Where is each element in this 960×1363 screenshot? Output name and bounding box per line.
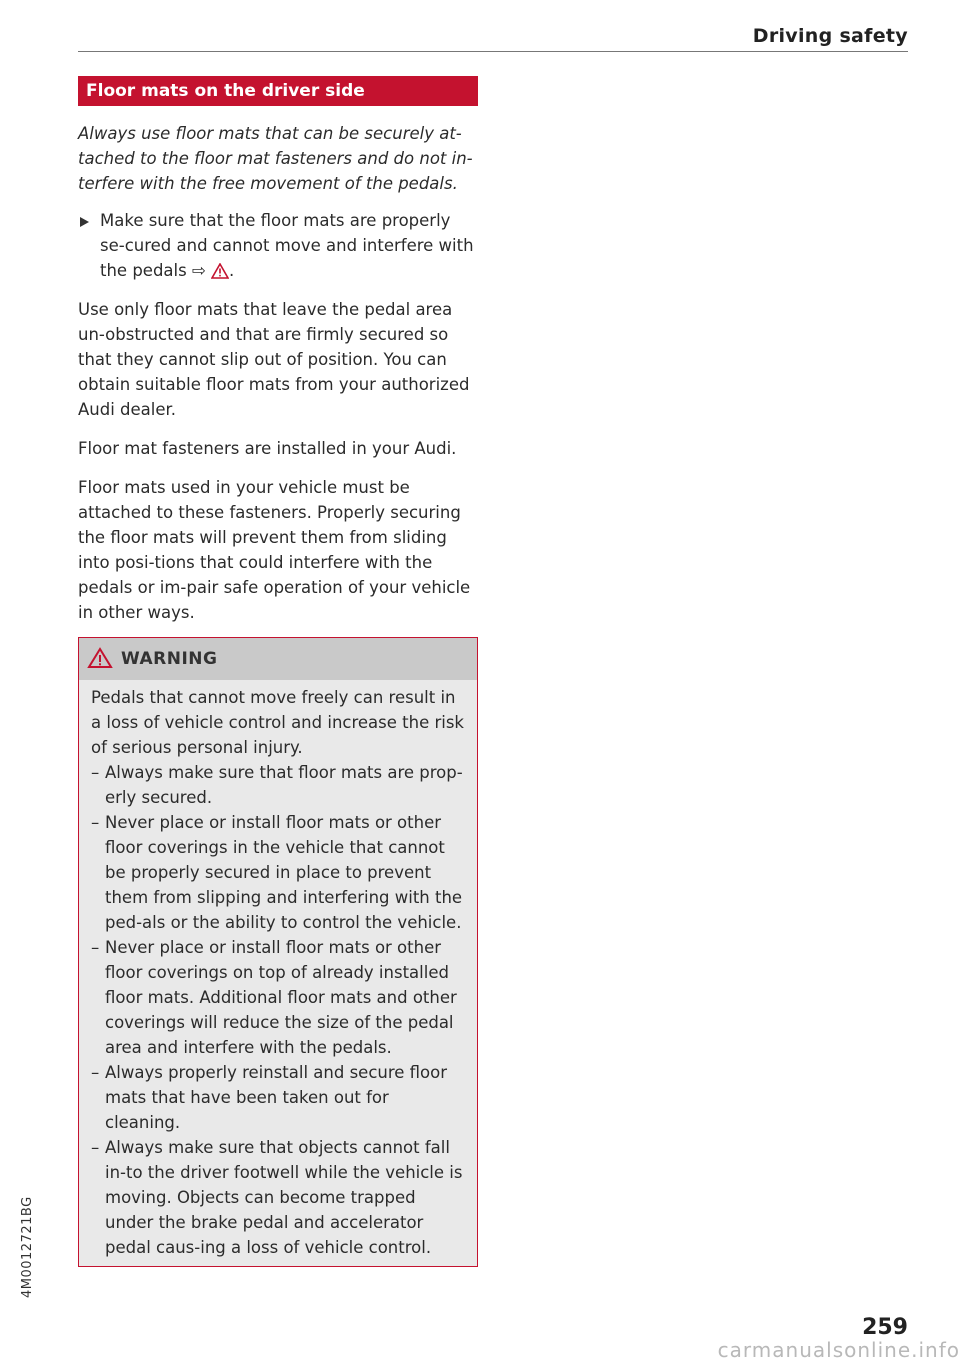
triangle-bullet-icon bbox=[80, 217, 89, 227]
dash-bullet: – bbox=[91, 1063, 100, 1082]
dash-bullet: – bbox=[91, 763, 100, 782]
header-divider bbox=[78, 51, 908, 52]
paragraph-attached: Floor mats used in your vehicle must be attached to these fasteners. Properly securing the floor mats will prevent them from sliding into posi-tions that could interfere with the pedals or im-pair safe operation of your vehicle in other ways. bbox=[78, 478, 471, 622]
warning-intro: Pedals that cannot move freely can result in a loss of vehicle control and increase the risk of serious personal injury. bbox=[91, 688, 464, 757]
paragraph-fasteners: Floor mat fasteners are installed in your Audi. bbox=[78, 439, 457, 458]
warning-item-text: Always make sure that objects cannot fall in-to the driver footwell while the vehicle is moving. Objects can become trapped under the brake pedal and accelerator pedal caus-ing a loss of vehicle control. bbox=[105, 1138, 463, 1257]
dash-bullet: – bbox=[91, 938, 100, 957]
watermark: carmanualsonline.info bbox=[717, 1338, 960, 1362]
warning-box bbox=[78, 637, 478, 1267]
dash-bullet: – bbox=[91, 1138, 100, 1157]
page-number: 259 bbox=[862, 1315, 908, 1340]
warning-item bbox=[91, 760, 467, 810]
paragraph-unobstructed: Use only floor mats that leave the pedal area un-obstructed and that are firmly secured so that they cannot slip out of position. You can obtain suitable floor mats from your authorized Audi dealer. bbox=[78, 300, 470, 419]
action-step-text: Make sure that the floor mats are properly se-cured and cannot move and interfere with the pedals bbox=[100, 211, 474, 280]
page-header-title: Driving safety bbox=[752, 25, 908, 47]
warning-item-text: Never place or install floor mats or other floor coverings in the vehicle that cannot be properly secured in place to prevent them from slipping and interfering with the ped-als or the ability to control the vehicle. bbox=[105, 813, 463, 932]
section-intro: Always use floor mats that can be securely at-tached to the floor mat fasteners and do not in-terfere with the free movement of the pedals. bbox=[78, 124, 473, 193]
main-column bbox=[78, 76, 478, 1267]
warning-heading: WARNING bbox=[121, 649, 218, 669]
section-title: Floor mats on the driver side bbox=[78, 76, 478, 106]
warning-triangle-icon bbox=[87, 647, 113, 669]
warning-item bbox=[91, 810, 467, 935]
cross-reference-arrow[interactable]: ⇨ bbox=[191, 261, 206, 280]
warning-header bbox=[79, 638, 477, 680]
document-code: 4M0012721BG bbox=[20, 1196, 35, 1298]
warning-list bbox=[91, 760, 467, 1260]
warning-item-text: Never place or install floor mats or other floor coverings on top of already installed floor mats. Additional floor mats and other coverings will reduce the size of the pedal area and interfere with the pedals. bbox=[105, 938, 457, 1057]
dash-bullet: – bbox=[91, 813, 100, 832]
warning-body bbox=[79, 680, 477, 1266]
warning-item bbox=[91, 1060, 467, 1135]
warning-item bbox=[91, 935, 467, 1060]
action-step bbox=[78, 208, 478, 283]
warning-triangle-icon[interactable] bbox=[211, 263, 229, 279]
warning-item-text: Always make sure that floor mats are prop-erly secured. bbox=[105, 763, 463, 807]
warning-item-text: Always properly reinstall and secure floor mats that have been taken out for cleaning. bbox=[105, 1063, 448, 1132]
warning-item bbox=[91, 1135, 467, 1260]
step-period: . bbox=[229, 261, 235, 280]
